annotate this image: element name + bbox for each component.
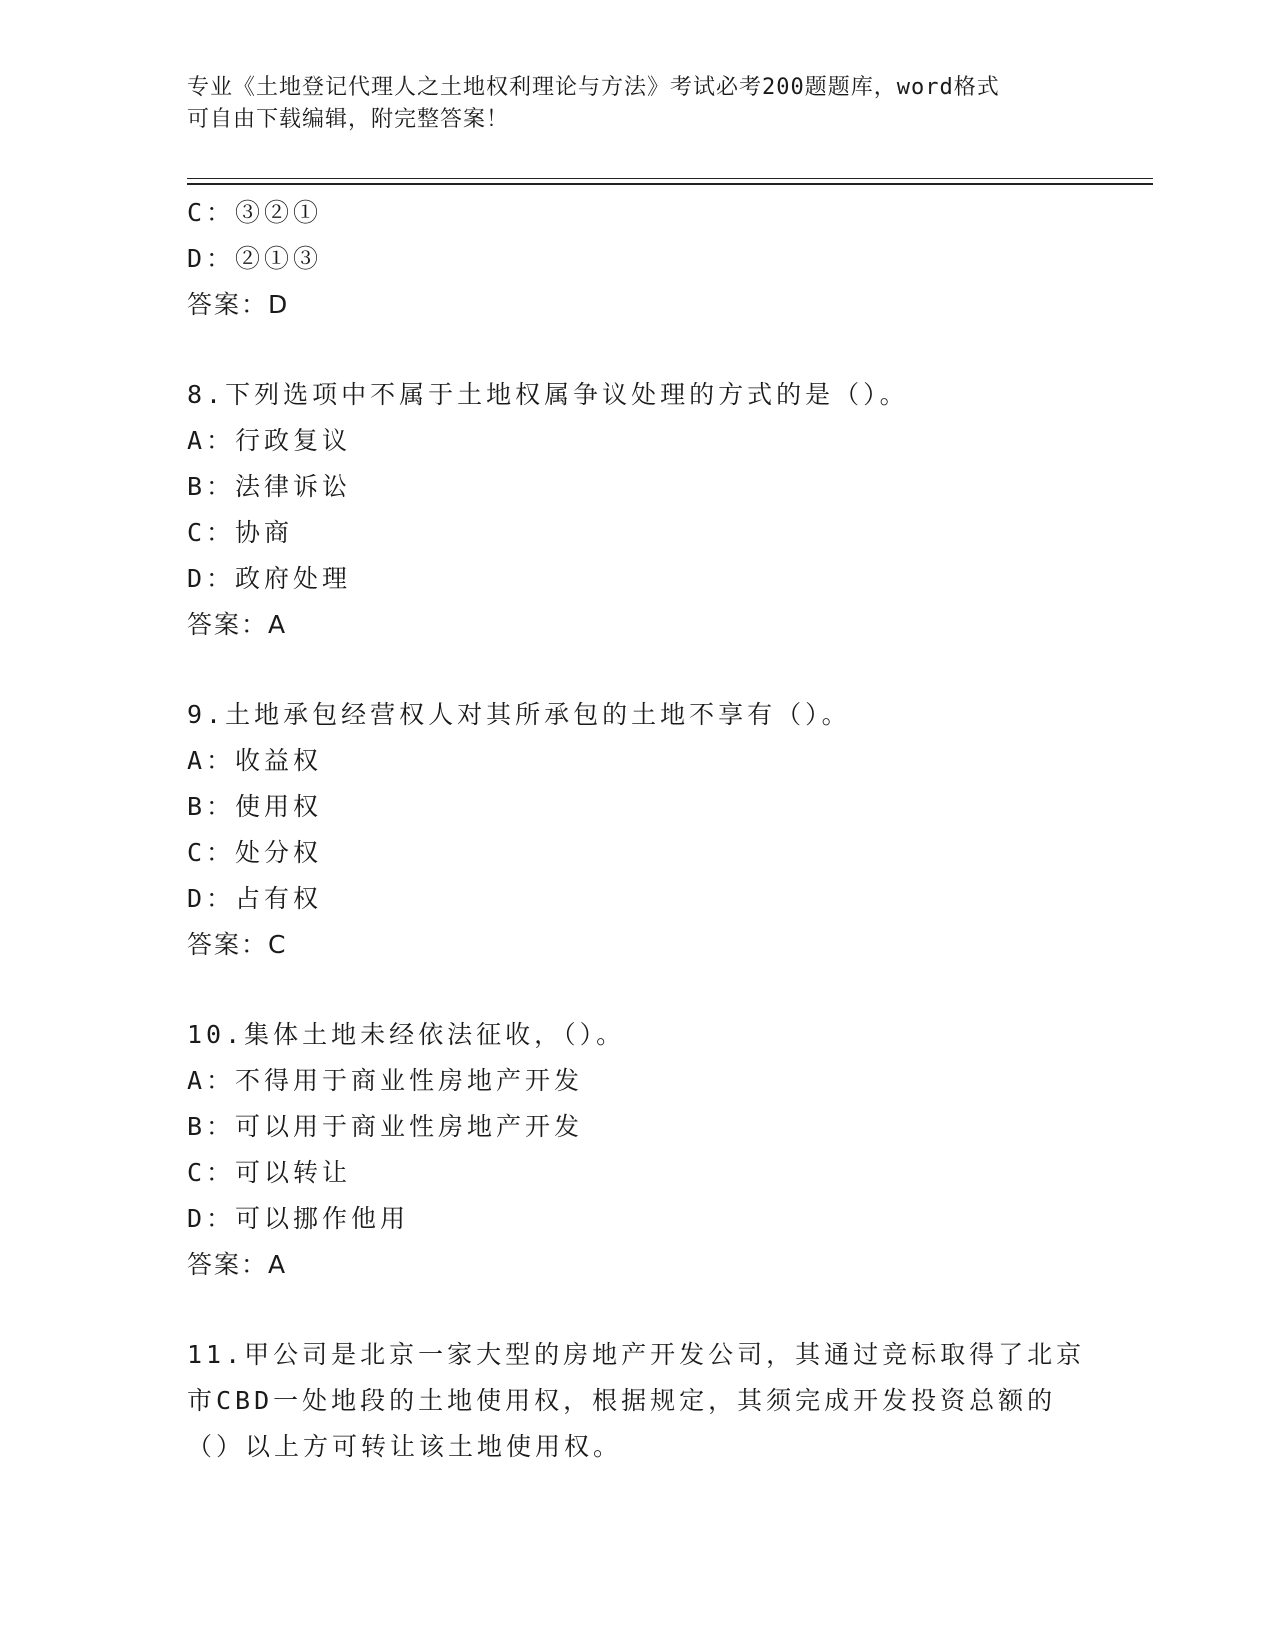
option-b: B：法律诉讼 xyxy=(187,472,352,501)
question-list xyxy=(187,190,1087,1470)
answer-line: 答案：A xyxy=(187,610,288,639)
option-b: B：使用权 xyxy=(187,792,323,821)
question-stem: 10.集体土地未经依法征收，（）。 xyxy=(187,1020,626,1049)
answer-line: 答案：A xyxy=(187,1250,288,1279)
option-d: D：可以挪作他用 xyxy=(187,1204,410,1233)
question-8 xyxy=(187,372,1087,648)
question-stem-line-1: 11.甲公司是北京一家大型的房地产开发公司，其通过竞标取得了北京 xyxy=(187,1340,1086,1369)
option-c: C：处分权 xyxy=(187,838,323,867)
option-a: A：收益权 xyxy=(187,746,323,775)
option-c: C：协商 xyxy=(187,518,294,547)
option-b: B：可以用于商业性房地产开发 xyxy=(187,1112,584,1141)
question-10 xyxy=(187,1012,1087,1288)
spacer xyxy=(187,328,1087,372)
header-line-1: 专业《土地登记代理人之土地权利理论与方法》考试必考200题题库，word格式 xyxy=(187,75,1000,100)
document-header xyxy=(187,72,1087,136)
answer-line: 答案：C xyxy=(187,930,288,959)
option-d: D：占有权 xyxy=(187,884,323,913)
question-11 xyxy=(187,1332,1087,1470)
spacer xyxy=(187,648,1087,692)
option-c: C：③②① xyxy=(187,198,323,227)
previous-question-tail xyxy=(187,190,1087,328)
answer-line: 答案：D xyxy=(187,290,290,319)
option-d: D：政府处理 xyxy=(187,564,352,593)
option-a: A：不得用于商业性房地产开发 xyxy=(187,1066,584,1095)
question-stem-line-2: 市CBD一处地段的土地使用权，根据规定，其须完成开发投资总额的 xyxy=(187,1386,1057,1415)
spacer xyxy=(187,1288,1087,1332)
header-divider-thin xyxy=(187,178,1153,179)
question-stem: 9.土地承包经营权人对其所承包的土地不享有（）。 xyxy=(187,700,851,729)
question-stem-line-3: （）以上方可转让该土地使用权。 xyxy=(187,1432,623,1461)
spacer xyxy=(187,968,1087,1012)
question-9 xyxy=(187,692,1087,968)
option-d: D：②①③ xyxy=(187,244,323,273)
header-divider-thick xyxy=(187,183,1153,185)
option-a: A：行政复议 xyxy=(187,426,352,455)
header-line-2: 可自由下载编辑，附完整答案！ xyxy=(187,107,510,132)
question-stem: 8.下列选项中不属于土地权属争议处理的方式的是（）。 xyxy=(187,380,909,409)
option-c: C：可以转让 xyxy=(187,1158,352,1187)
